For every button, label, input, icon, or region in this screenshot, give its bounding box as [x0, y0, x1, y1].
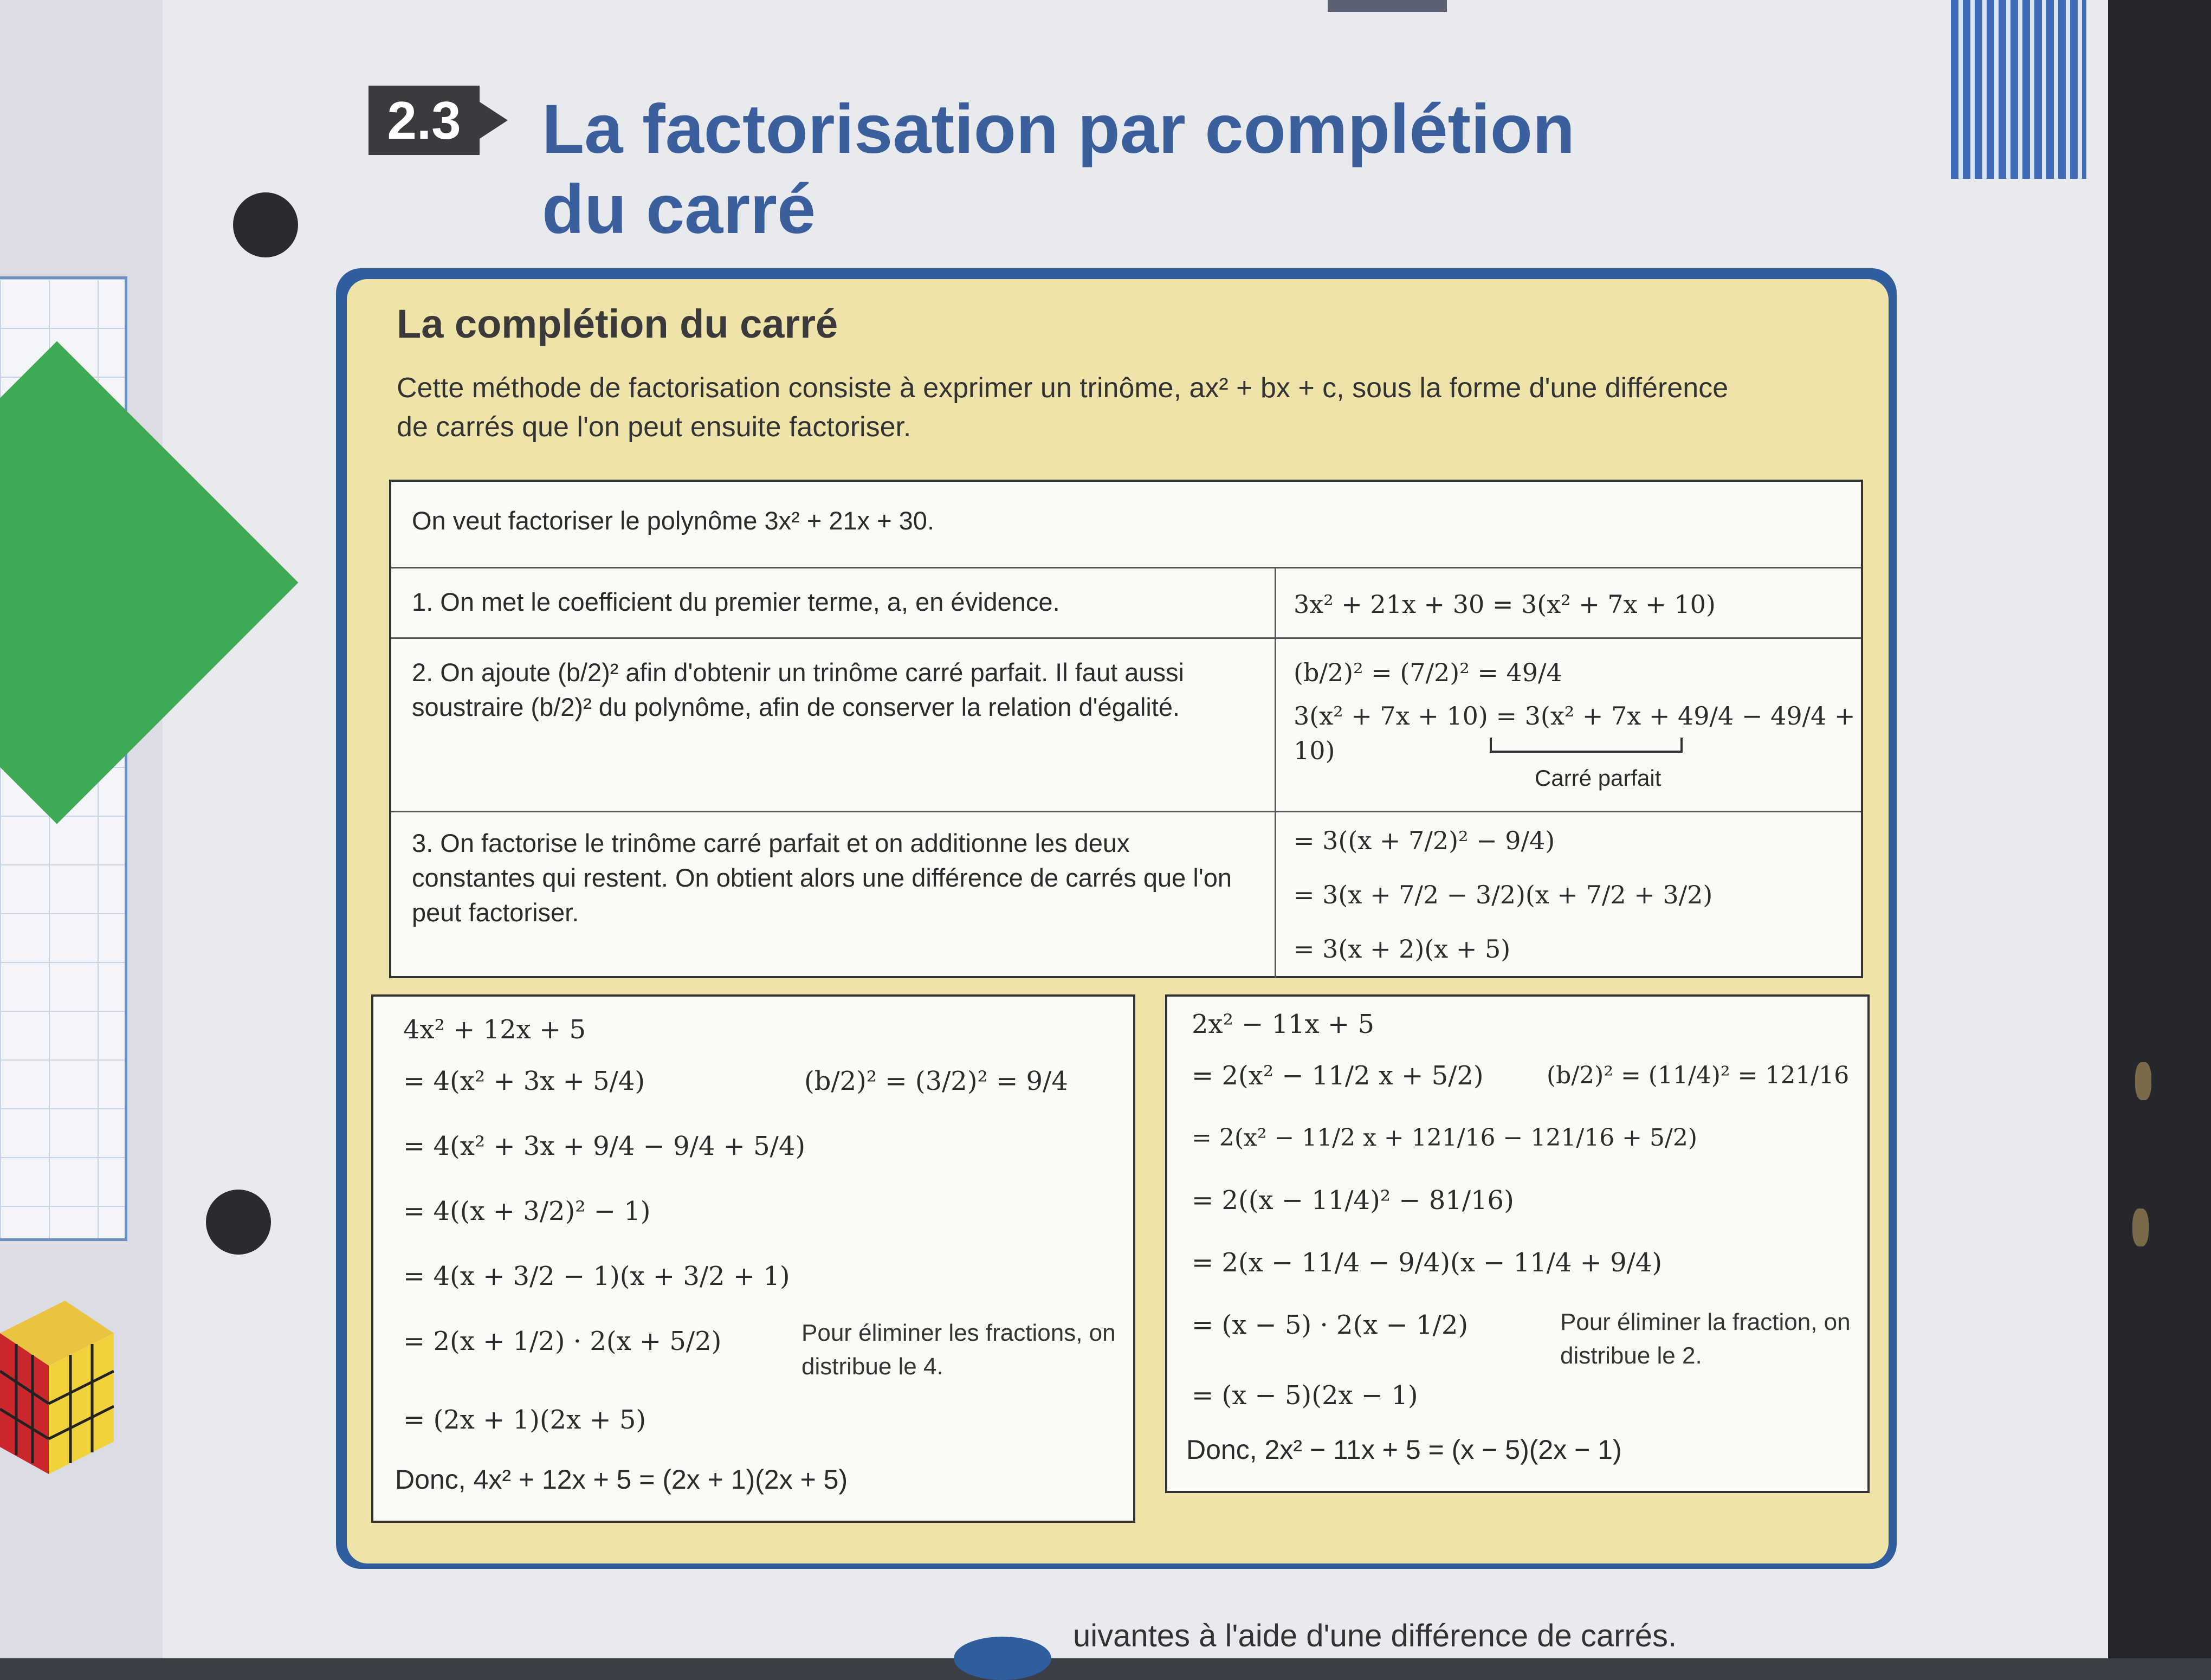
background-edge — [2108, 0, 2211, 1658]
example-1-side-formula: (b/2)² = (3/2)² = 9/4 — [804, 1066, 1068, 1096]
example-2-line: = 2(x² − 11/2 x + 5/2) — [1192, 1061, 1484, 1091]
method-column-divider — [1275, 568, 1276, 978]
bottom-bullet — [954, 1637, 1051, 1680]
method-intro: On veut factoriser le polynôme 3x² + 21x + 30. — [412, 506, 935, 535]
example-2-conclusion: Donc, 2x² − 11x + 5 = (x − 5)(2x − 1) — [1186, 1435, 1622, 1465]
step-3-math-2: = 3(x + 7/2 − 3/2)(x + 7/2 + 3/2) — [1294, 880, 1713, 909]
binder-hole-bottom — [206, 1190, 271, 1255]
step-row-1 — [391, 568, 1861, 639]
section-arrow-icon — [480, 102, 508, 139]
step-1-math: 3x² + 21x + 30 = 3(x² + 7x + 10) — [1294, 590, 1716, 619]
example-1-line: = 4(x² + 3x + 9/4 − 9/4 + 5/4) — [403, 1131, 806, 1161]
step-3-math-1: = 3((x + 7/2)² − 9/4) — [1294, 826, 1555, 855]
example-2-note: Pour éliminer la fraction, on distribue le 2. — [1560, 1309, 1851, 1369]
example-1-note: Pour éliminer les fractions, on distribue le 4. — [801, 1320, 1116, 1380]
brace-label: Carré parfait — [1535, 765, 1662, 791]
example-2-line: = (x − 5)(2x − 1) — [1192, 1380, 1418, 1411]
example-1-line: = 4((x + 3/2)² − 1) — [403, 1196, 651, 1226]
method-table — [389, 480, 1863, 978]
step-row-2 — [391, 639, 1861, 812]
top-strip — [1328, 0, 1447, 12]
perfect-square-brace — [1489, 735, 1684, 757]
box-title: La complétion du carré — [397, 301, 838, 346]
example-1-line: = 4(x² + 3x + 5/4) — [403, 1066, 645, 1096]
step-3-text: 3. On factorise le trinôme carré parfait et on additionne les deux constantes qui restent. On obtient alors une différence de carrés que l'on peut factoriser. — [412, 829, 1232, 927]
clip-right — [2135, 1062, 2151, 1100]
step-2-text: 2. On ajoute (b/2)² afin d'obtenir un trinôme carré parfait. Il faut aussi soustraire (b/2)² du polynôme, afin de conserver la relation d'égalité. — [412, 658, 1184, 721]
example-1-line: = 2(x + 1/2) · 2(x + 5/2) — [403, 1326, 722, 1356]
rubiks-cube-image — [0, 1301, 114, 1474]
example-1 — [371, 994, 1135, 1523]
clip-right-2 — [2132, 1209, 2149, 1246]
example-1-line: = 4(x + 3/2 − 1)(x + 3/2 + 1) — [403, 1261, 790, 1291]
binder-hole-top — [233, 192, 298, 257]
example-2-line: 2x² − 11x + 5 — [1192, 1009, 1375, 1039]
step-2-math-1: (b/2)² = (7/2)² = 49/4 — [1294, 658, 1562, 687]
page-title — [542, 89, 1575, 250]
box-description: Cette méthode de factorisation consiste à exprimer un trinôme, ax² + bx + c, sous la forme d'une différence de carrés que l'on peut ensuite factoriser. — [397, 372, 1729, 443]
step-2-math-2: 3(x² + 7x + 10) = 3(x² + 7x + 49/4 − 49/4 + 10) — [1294, 701, 1856, 765]
example-2-line: = 2((x − 11/4)² − 81/16) — [1192, 1185, 1514, 1216]
example-2-line: = 2(x − 11/4 − 9/4)(x − 11/4 + 9/4) — [1192, 1248, 1663, 1278]
example-2-side-formula: (b/2)² = (11/4)² = 121/16 — [1547, 1062, 1850, 1089]
footer-text: uivantes à l'aide d'une différence de carrés. — [1073, 1618, 1677, 1653]
example-2-line: = (x − 5) · 2(x − 1/2) — [1192, 1310, 1469, 1340]
step-3-math-3: = 3(x + 2)(x + 5) — [1294, 934, 1511, 964]
step-1-text: 1. On met le coefficient du premier terme, a, en évidence. — [412, 587, 1060, 616]
example-1-conclusion: Donc, 4x² + 12x + 5 = (2x + 1)(2x + 5) — [395, 1464, 848, 1495]
example-1-line: 4x² + 12x + 5 — [403, 1015, 586, 1045]
method-intro-row — [391, 482, 1861, 568]
page-title-line2: du carré — [542, 171, 816, 248]
step-row-3 — [391, 812, 1861, 978]
section-number: 2.3 — [368, 86, 480, 155]
example-1-line: = (2x + 1)(2x + 5) — [403, 1405, 647, 1435]
page-tab-strip — [1951, 0, 2086, 179]
page-title-line1: La factorisation par complétion — [542, 91, 1575, 168]
example-2 — [1165, 994, 1870, 1493]
example-2-line: = 2(x² − 11/2 x + 121/16 − 121/16 + 5/2) — [1192, 1124, 1698, 1152]
